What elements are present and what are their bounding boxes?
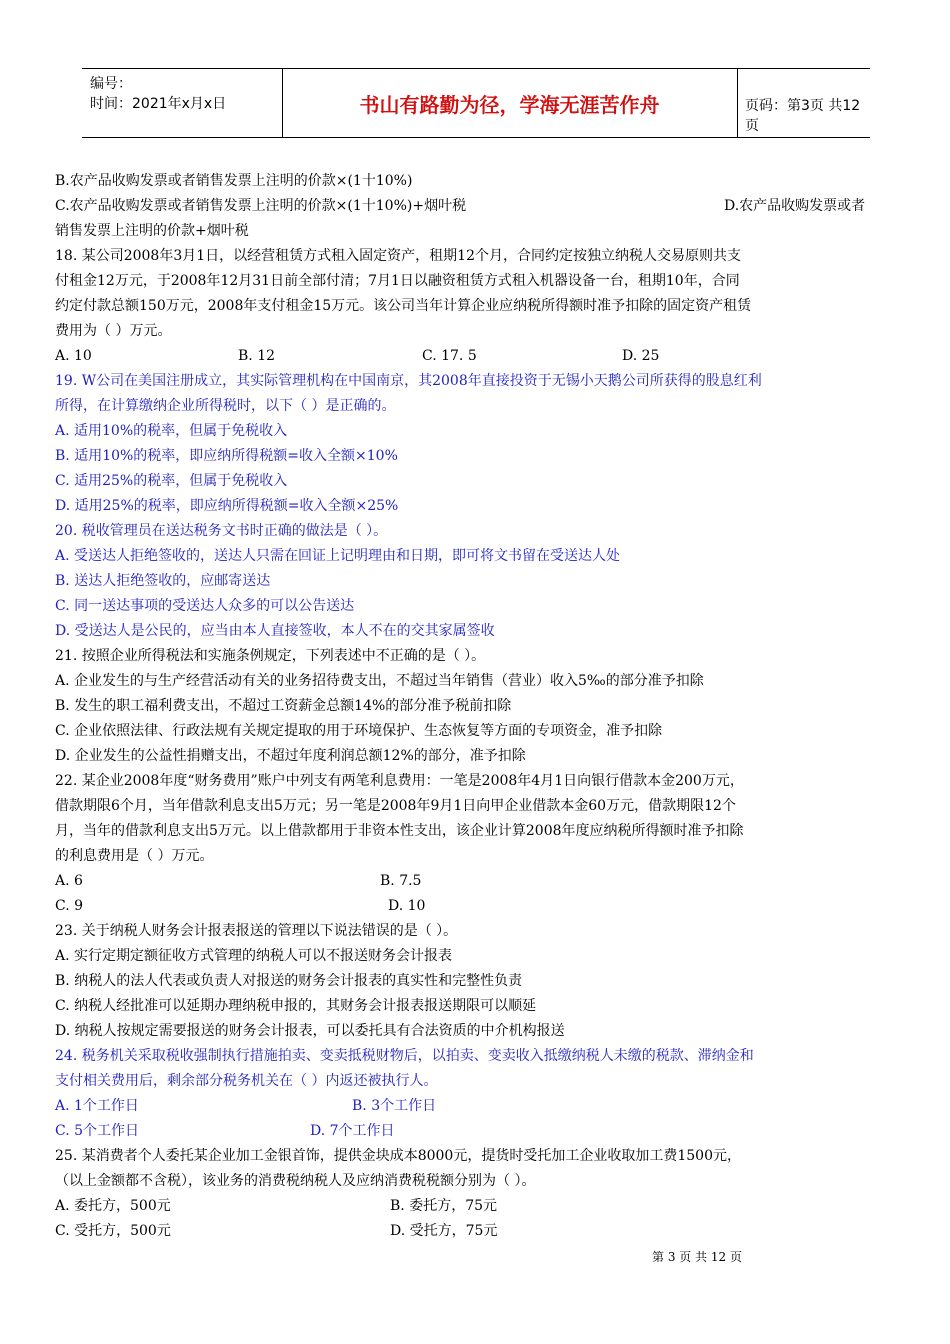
text-line: 24. 税务机关采取税收强制执行措施拍卖、变卖抵税财物后，以拍卖、变卖收入抵缴纳税人未缴的税款、滞纳金和 [55, 1048, 754, 1064]
text-line: A. 1个工作日 [55, 1098, 139, 1114]
text-line: D. 25 [622, 348, 660, 364]
text-line: C. 企业依照法律、行政法规有关规定提取的用于环境保护、生态恢复等方面的专项资金，准予扣除 [55, 723, 663, 739]
text-line: 25. 某消费者个人委托某企业加工金银首饰，提供金块成本8000元，提货时受托加工企业收取加工费1500元， [55, 1148, 741, 1164]
text-line: A. 实行定期定额征收方式管理的纳税人可以不报送财务会计报表 [55, 948, 453, 964]
text-line: A. 受送达人拒绝签收的，送达人只需在回证上记明理由和日期，即可将文书留在受送达人处 [55, 548, 621, 564]
text-line: 20. 税收管理员在送达税务文书时正确的做法是（ ）。 [55, 523, 388, 539]
text-line: D. 纳税人按规定需要报送的财务会计报表，可以委托具有合法资质的中介机构报送 [55, 1023, 565, 1039]
text-line: B.农产品收购发票或者销售发票上注明的价款×(1十10%) [55, 173, 413, 189]
text-line: 支付相关费用后，剩余部分税务机关在（ ）内返还被执行人。 [55, 1073, 438, 1089]
text-line: 21. 按照企业所得税法和实施条例规定，下列表述中不正确的是（ ）。 [55, 648, 486, 664]
text-line: 月，当年的借款利息支出5万元。以上借款都用于非资本性支出，该企业计算2008年度应纳税所得额时准予扣除 [55, 823, 744, 839]
text-line: C. 纳税人经批准可以延期办理纳税申报的，其财务会计报表报送期限可以顺延 [55, 998, 537, 1014]
text-line: B. 纳税人的法人代表或负责人对报送的财务会计报表的真实性和完整性负责 [55, 973, 523, 989]
text-line: D. 受托方，75元 [390, 1223, 498, 1239]
code-label: 编号： [90, 76, 132, 92]
header-page-label: 页码：第3页 共12页 [745, 98, 861, 134]
text-line: C. 受托方，500元 [55, 1223, 171, 1239]
text-line: C.农产品收购发票或者销售发票上注明的价款×(1十10%)+烟叶税 [55, 198, 467, 214]
text-line: D. 适用25%的税率，即应纳所得税额=收入全额×25% [55, 498, 399, 514]
text-line: 销售发票上注明的价款+烟叶税 [55, 223, 249, 239]
header-left-cell [82, 69, 283, 137]
text-line: A. 适用10%的税率，但属于免税收入 [55, 423, 288, 439]
text-line: D. 受送达人是公民的，应当由本人直接签收，本人不在的交其家属签收 [55, 623, 495, 639]
page-footer: 第 3 页 共 12 页 [652, 1250, 742, 1264]
text-line: 23. 关于纳税人财务会计报表报送的管理以下说法错误的是（ ）。 [55, 923, 458, 939]
text-line: （以上金额都不含税），该业务的消费税纳税人及应纳消费税税额分别为（ ）。 [55, 1173, 536, 1189]
text-line: B. 3个工作日 [352, 1098, 437, 1114]
text-line: A. 企业发生的与生产经营活动有关的业务招待费支出，不超过当年销售（营业）收入5‰的部分准予扣除 [55, 673, 704, 689]
text-line: 18. 某公司2008年3月1日，以经营租赁方式租入固定资产，租期12个月，合同约定按独立纳税人交易原则共支 [55, 248, 741, 264]
text-line: D. 7个工作日 [310, 1123, 395, 1139]
text-line: C. 同一送达事项的受送达人众多的可以公告送达 [55, 598, 355, 614]
text-line: B. 7.5 [380, 873, 422, 889]
text-line: C. 9 [55, 898, 84, 914]
text-line: 的利息费用是（ ）万元。 [55, 848, 214, 864]
page-header [82, 68, 870, 138]
text-line: 约定付款总额150万元，2008年支付租金15万元。该公司当年计算企业应纳税所得额时准予扣除的固定资产租赁 [55, 298, 752, 314]
text-line: 付租金12万元，于2008年12月31日前全部付清；7月1日以融资租赁方式租入机器设备一台，租期10年，合同 [55, 273, 740, 289]
header-motto: 书山有路勤为径，学海无涯苦作舟 [282, 69, 738, 137]
text-line: B. 发生的职工福利费支出，不超过工资薪金总额14%的部分准予税前扣除 [55, 698, 512, 714]
text-line: C. 17. 5 [422, 348, 477, 364]
text-line: A. 委托方，500元 [55, 1198, 171, 1214]
text-line: A. 6 [55, 873, 83, 889]
text-line: B. 12 [238, 348, 276, 364]
text-line: 所得，在计算缴纳企业所得税时，以下（ ）是正确的。 [55, 398, 396, 414]
text-line: B. 委托方，75元 [390, 1198, 498, 1214]
text-line: D. 企业发生的公益性捐赠支出，不超过年度利润总额12%的部分，准予扣除 [55, 748, 526, 764]
text-line: C. 适用25%的税率，但属于免税收入 [55, 473, 288, 489]
text-line: C. 5个工作日 [55, 1123, 140, 1139]
text-line: 费用为（ ）万元。 [55, 323, 172, 339]
text-line: A. 10 [55, 348, 92, 364]
text-line: B. 送达人拒绝签收的，应邮寄送达 [55, 573, 271, 589]
date-label: 时间：2021年x月x日 [90, 96, 227, 112]
text-line: D.农产品收购发票或者 [724, 198, 866, 214]
text-line: 19. W公司在美国注册成立，其实际管理机构在中国南京，其2008年直接投资于无锡小天鹅公司所获得的股息红利 [55, 373, 762, 389]
text-line: 22. 某企业2008年度“财务费用”账户中列支有两笔利息费用：一笔是2008年4月1日向银行借款本金200万元， [55, 773, 744, 789]
text-line: D. 10 [388, 898, 426, 914]
text-line: B. 适用10%的税率，即应纳所得税额=收入全额×10% [55, 448, 398, 464]
text-line: 借款期限6个月，当年借款利息支出5万元；另一笔是2008年9月1日向甲企业借款本金60万元，借款期限12个 [55, 798, 736, 814]
